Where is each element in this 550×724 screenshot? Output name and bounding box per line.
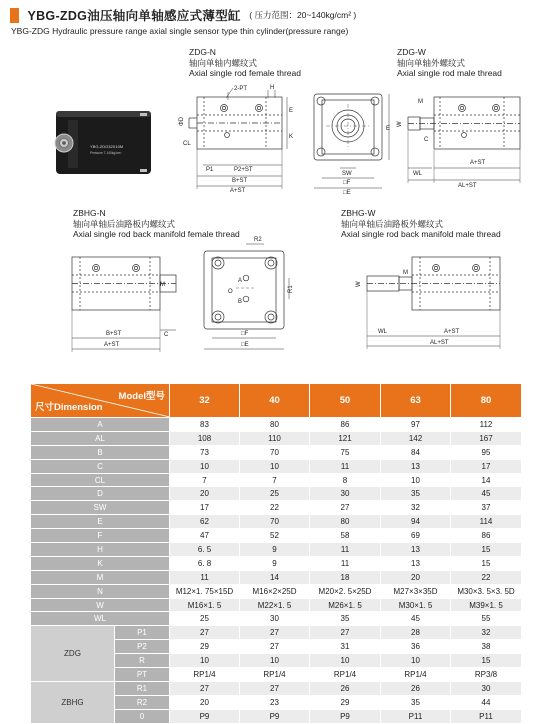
table-cell: M30×3. 5×3. 5D <box>451 584 522 598</box>
caption-zdg-w-code: ZDG-W <box>397 47 426 57</box>
dim-e-side: E <box>289 108 294 114</box>
dim-zbhg-n-bst: B+ST <box>106 331 122 337</box>
table-cell: 11 <box>170 570 240 584</box>
caption-zdg-n-code: ZDG-N <box>189 47 216 57</box>
zdg-w-dimension-labels <box>397 99 486 189</box>
table-row <box>31 556 522 570</box>
caption-zdg-w-cn: 轴向单轴外螺纹式 <box>397 57 466 68</box>
table-cell: 45 <box>381 612 451 626</box>
caption-zbhg-n-code: ZBHG-N <box>73 208 106 218</box>
table-cell: RP1/4 <box>240 668 310 682</box>
table-cell: 86 <box>451 529 522 543</box>
table-cell: M16×2×25D <box>240 584 310 598</box>
table-row <box>31 459 522 473</box>
table-cell: 6. 8 <box>170 556 240 570</box>
row-label: E <box>31 515 170 529</box>
row-label: P2 <box>115 640 170 654</box>
table-cell: 30 <box>240 612 310 626</box>
dim-zbhg-w-alst: AL+ST <box>430 340 449 346</box>
table-row <box>31 487 522 501</box>
dim-r1: R1 <box>288 285 294 293</box>
table-row <box>31 598 522 612</box>
table-cell: 35 <box>381 487 451 501</box>
dim-zbhg-w-w: W <box>356 281 362 287</box>
table-cell: 80 <box>310 515 381 529</box>
row-label: D <box>31 487 170 501</box>
table-cell: 70 <box>240 445 310 459</box>
photo-label-2: Pressure 7-140kg/cm² <box>90 151 122 155</box>
dim-zbhg-w-wl: WL <box>378 329 387 335</box>
table-cell: 10 <box>170 459 240 473</box>
spec-table-wrapper <box>30 383 521 724</box>
table-cell: M16×1. 5 <box>170 598 240 612</box>
table-cell: P9 <box>170 709 240 723</box>
table-cell: 11 <box>310 543 381 557</box>
spec-table <box>30 383 522 724</box>
table-cell: M12×1. 75×15D <box>170 584 240 598</box>
row-label: F <box>31 529 170 543</box>
table-row <box>31 612 522 626</box>
table-cell: 95 <box>451 445 522 459</box>
table-cell: 25 <box>170 612 240 626</box>
page-title: YBG-ZDG油压轴向单轴感应式薄型缸 <box>27 9 241 23</box>
row-label: N <box>31 584 170 598</box>
table-cell: 27 <box>170 681 240 695</box>
dim-zbhg-n-ast: A+ST <box>104 342 120 348</box>
table-cell: 86 <box>310 418 381 432</box>
table-cell: 27 <box>240 640 310 654</box>
model-header-80: 80 <box>451 384 522 418</box>
table-cell: 167 <box>451 431 522 445</box>
table-cell: 30 <box>310 487 381 501</box>
row-label: A <box>31 418 170 432</box>
table-cell: 23 <box>240 695 310 709</box>
table-cell: P11 <box>451 709 522 723</box>
row-label: R2 <box>115 695 170 709</box>
table-corner-cell <box>31 384 170 418</box>
table-cell: 94 <box>381 515 451 529</box>
spec-table-body <box>31 384 522 724</box>
table-cell: RP3/8 <box>451 668 522 682</box>
dim-w-m: M <box>418 99 423 105</box>
dim-sw: SW <box>342 171 352 177</box>
table-cell: M26×1. 5 <box>310 598 381 612</box>
table-cell: 10 <box>240 654 310 668</box>
table-cell: 30 <box>451 681 522 695</box>
caption-zdg-n-cn: 轴向单轴内螺纹式 <box>189 57 258 68</box>
caption-zbhg-n-en: Axial single rod back manifold female thread <box>73 229 240 239</box>
photo-label-1: YBG-ZDG32X10M <box>90 144 124 149</box>
table-cell: 27 <box>310 501 381 515</box>
caption-zbhg-w-cn: 轴向单轴后油路板外螺纹式 <box>341 218 444 229</box>
row-label: AL <box>31 431 170 445</box>
dim-p1: P1 <box>206 167 214 173</box>
table-cell: 32 <box>381 501 451 515</box>
table-cell: 114 <box>451 515 522 529</box>
table-cell: 69 <box>381 529 451 543</box>
table-cell: 70 <box>240 515 310 529</box>
table-header-row <box>31 384 522 418</box>
table-row <box>31 543 522 557</box>
row-label: H <box>31 543 170 557</box>
table-cell: 38 <box>451 640 522 654</box>
table-cell: 7 <box>240 473 310 487</box>
zbhg-w-dimension-labels <box>356 270 460 346</box>
table-cell: 58 <box>310 529 381 543</box>
row-label: SW <box>31 501 170 515</box>
table-cell: 22 <box>240 501 310 515</box>
dim-a: A <box>238 278 243 284</box>
pressure-range: ( 压力范围：20~140kg/cm² ) <box>249 10 357 20</box>
table-cell: 15 <box>451 654 522 668</box>
dim-bst: B+ST <box>232 178 248 184</box>
table-cell: P9 <box>240 709 310 723</box>
table-cell: 10 <box>381 654 451 668</box>
table-cell: 20 <box>170 487 240 501</box>
table-cell: 27 <box>310 626 381 640</box>
table-cell: 15 <box>451 556 522 570</box>
row-label: PT <box>115 668 170 682</box>
dim-zbhg-w-ast: A+ST <box>444 329 460 335</box>
dim-back-e: □E <box>241 342 249 348</box>
table-row <box>31 501 522 515</box>
table-cell: 13 <box>381 459 451 473</box>
table-cell: RP1/4 <box>310 668 381 682</box>
table-cell: 13 <box>381 556 451 570</box>
table-cell: 75 <box>310 445 381 459</box>
dim-w-ast: A+ST <box>470 160 486 166</box>
table-cell: 110 <box>240 431 310 445</box>
table-cell: 83 <box>170 418 240 432</box>
dimension-label: 尺寸Dimension <box>35 402 103 413</box>
table-row <box>31 445 522 459</box>
table-cell: 55 <box>451 612 522 626</box>
table-cell: 52 <box>240 529 310 543</box>
caption-zdg-n-en: Axial single rod female thread <box>189 68 301 78</box>
table-cell: 14 <box>451 473 522 487</box>
table-cell: 10 <box>240 459 310 473</box>
model-header-50: 50 <box>310 384 381 418</box>
dim-front-ee: □E <box>343 190 351 196</box>
caption-zbhg-n-cn: 轴向单轴后油路板内螺纹式 <box>73 218 176 229</box>
table-cell: 10 <box>310 654 381 668</box>
dim-o: O <box>228 289 233 295</box>
table-cell: 20 <box>381 570 451 584</box>
table-cell: 32 <box>451 626 522 640</box>
table-cell: P9 <box>310 709 381 723</box>
row-label: W <box>31 598 170 612</box>
dim-h: H <box>270 85 275 91</box>
table-cell: M27×3×35D <box>381 584 451 598</box>
caption-zbhg-w-en: Axial single rod back manifold male thread <box>341 229 501 239</box>
dim-w-alst: AL+ST <box>458 183 477 189</box>
table-cell: 31 <box>310 640 381 654</box>
model-header-40: 40 <box>240 384 310 418</box>
dim-front-e: E <box>386 126 391 132</box>
table-cell: 17 <box>451 459 522 473</box>
dim-w-w: W <box>397 121 403 127</box>
table-cell: 29 <box>170 640 240 654</box>
table-cell: 97 <box>381 418 451 432</box>
table-cell: 80 <box>240 418 310 432</box>
table-cell: RP1/4 <box>381 668 451 682</box>
row-label: M <box>31 570 170 584</box>
table-row <box>31 529 522 543</box>
table-row <box>31 473 522 487</box>
table-cell: 35 <box>381 695 451 709</box>
table-row <box>31 626 522 640</box>
zdg-n-side-view <box>189 88 287 189</box>
row-label: 0 <box>115 709 170 723</box>
dim-b: B <box>238 299 243 305</box>
dim-w-wl: WL <box>413 171 422 177</box>
cylinder-photo <box>55 111 151 174</box>
front-dimension-labels <box>342 126 390 196</box>
table-row <box>31 418 522 432</box>
table-cell: P11 <box>381 709 451 723</box>
row-label: K <box>31 556 170 570</box>
model-label: Model型号 <box>118 391 165 402</box>
dim-p2st: P2+ST <box>234 167 253 173</box>
table-cell: 27 <box>240 626 310 640</box>
table-cell: 26 <box>310 681 381 695</box>
dim-zbhg-n-m: M <box>160 282 165 288</box>
table-cell: 8 <box>310 473 381 487</box>
table-cell: 6. 5 <box>170 543 240 557</box>
group-label-zdg_rows: ZDG <box>31 626 115 682</box>
table-cell: 121 <box>310 431 381 445</box>
table-cell: 9 <box>240 543 310 557</box>
table-cell: 11 <box>310 556 381 570</box>
table-cell: 35 <box>310 612 381 626</box>
zdg-n-dimension-labels <box>179 85 293 194</box>
table-cell: 22 <box>451 570 522 584</box>
table-cell: 73 <box>170 445 240 459</box>
table-cell: 10 <box>381 473 451 487</box>
row-label: CL <box>31 473 170 487</box>
dim-front-f: □F <box>343 180 351 186</box>
caption-zdg-w-en: Axial single rod male thread <box>397 68 502 78</box>
table-cell: 44 <box>451 695 522 709</box>
table-cell: 15 <box>451 543 522 557</box>
zbhg-n-side-view <box>72 257 176 352</box>
table-row <box>31 515 522 529</box>
model-header-63: 63 <box>381 384 451 418</box>
table-cell: 62 <box>170 515 240 529</box>
dim-ast: A+ST <box>230 188 246 194</box>
dim-cl: CL <box>183 141 191 147</box>
table-cell: 13 <box>381 543 451 557</box>
dim-zbhg-n-c: C <box>164 332 169 338</box>
table-row <box>31 681 522 695</box>
table-cell: M22×1. 5 <box>240 598 310 612</box>
dim-k: K <box>289 134 294 140</box>
table-row <box>31 431 522 445</box>
group-label-zbhg_rows: ZBHG <box>31 681 115 723</box>
table-cell: 45 <box>451 487 522 501</box>
table-cell: 28 <box>381 626 451 640</box>
dim-zbhg-w-m: M <box>403 270 408 276</box>
table-cell: 10 <box>170 654 240 668</box>
table-cell: 29 <box>310 695 381 709</box>
table-row <box>31 570 522 584</box>
table-cell: 11 <box>310 459 381 473</box>
table-cell: 18 <box>310 570 381 584</box>
table-cell: 37 <box>451 501 522 515</box>
dim-back-f: □F <box>241 331 249 337</box>
model-header-32: 32 <box>170 384 240 418</box>
dim-2pt: 2-PT <box>234 86 248 92</box>
row-label: C <box>31 459 170 473</box>
table-cell: 27 <box>240 681 310 695</box>
table-cell: 25 <box>240 487 310 501</box>
table-cell: 7 <box>170 473 240 487</box>
table-cell: 112 <box>451 418 522 432</box>
table-cell: 142 <box>381 431 451 445</box>
row-label: R1 <box>115 681 170 695</box>
table-cell: M20×2. 5×25D <box>310 584 381 598</box>
table-cell: 9 <box>240 556 310 570</box>
dim-d: ΦD <box>179 116 185 126</box>
row-label: R <box>115 654 170 668</box>
table-cell: 17 <box>170 501 240 515</box>
row-label: B <box>31 445 170 459</box>
caption-zbhg-w-code: ZBHG-W <box>341 208 376 218</box>
row-label: P1 <box>115 626 170 640</box>
table-cell: M30×1. 5 <box>381 598 451 612</box>
table-cell: 36 <box>381 640 451 654</box>
table-cell: 27 <box>170 626 240 640</box>
table-cell: 14 <box>240 570 310 584</box>
table-cell: 26 <box>381 681 451 695</box>
table-cell: 20 <box>170 695 240 709</box>
table-cell: M39×1. 5 <box>451 598 522 612</box>
page-subtitle: YBG-ZDG Hydraulic pressure range axial single sensor type thin cylinder(pressure range) <box>11 26 349 37</box>
dim-w-c: C <box>424 137 429 143</box>
row-label: WL <box>31 612 170 626</box>
table-cell: 47 <box>170 529 240 543</box>
table-cell: 84 <box>381 445 451 459</box>
table-cell: RP1/4 <box>170 668 240 682</box>
table-cell: 108 <box>170 431 240 445</box>
table-row <box>31 584 522 598</box>
zbhg-w-side-view <box>367 257 500 349</box>
dim-r2: R2 <box>254 237 262 243</box>
